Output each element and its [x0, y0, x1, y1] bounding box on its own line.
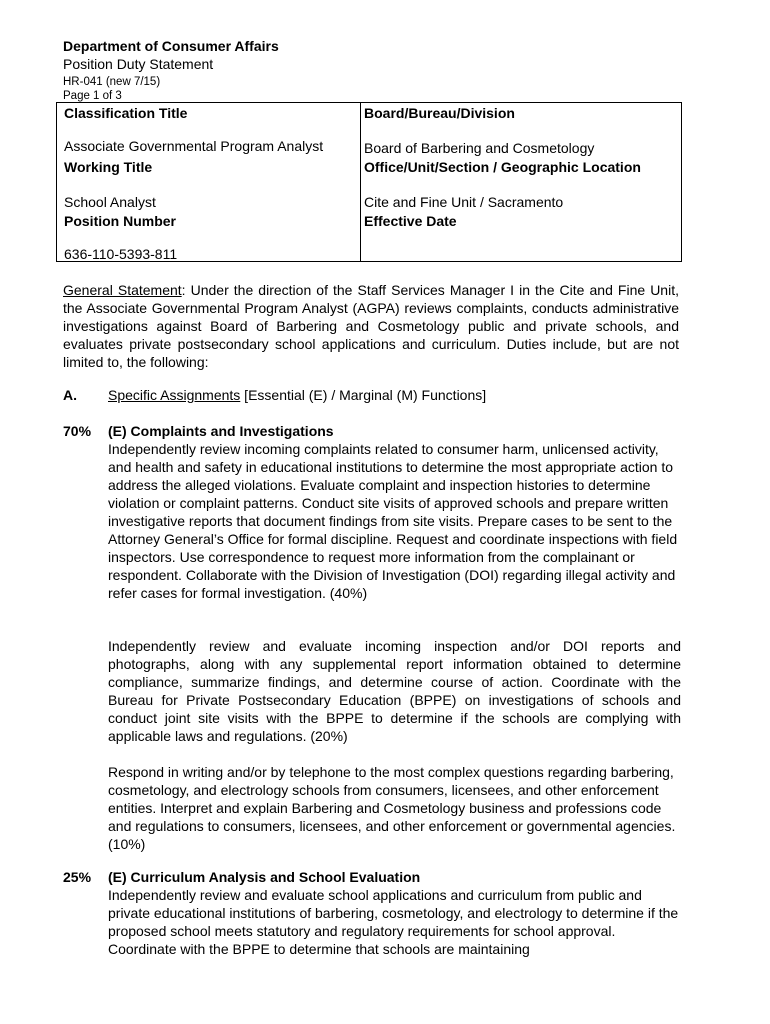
general-statement-label: General Statement	[63, 282, 182, 298]
office-location-value: Cite and Fine Unit / Sacramento	[364, 194, 564, 210]
classification-title-label: Classification Title	[64, 105, 188, 121]
task-title: (E) Complaints and Investigations	[108, 423, 334, 439]
table-column-divider	[360, 103, 361, 261]
position-number-label: Position Number	[64, 213, 177, 229]
document-title: Position Duty Statement	[63, 56, 214, 72]
effective-date-label: Effective Date	[364, 213, 457, 229]
task-percent: 25%	[63, 869, 92, 885]
board-value: Board of Barbering and Cosmetology	[364, 140, 595, 156]
task-paragraph: Independently review and evaluate incoming inspection and/or DOI reports and photographs, along with any supplemental report information obtained to determine compliance, summarize findings, and determine course of action. Coordinate with the Bureau for Private Postsecondary Education (BPPE) on investigations of schools and conduct joint site visits with the BPPE to determine if the schools are complying with applicable laws and regulations. (20%)	[108, 638, 681, 744]
section-letter: A.	[63, 387, 77, 403]
position-info-table	[56, 102, 682, 262]
classification-title-value: Associate Governmental Program Analyst	[64, 138, 324, 154]
section-heading-label: Specific Assignments	[108, 387, 241, 403]
board-label: Board/Bureau/Division	[364, 105, 515, 121]
working-title-label: Working Title	[64, 159, 153, 175]
form-number: HR-041 (new 7/15)	[63, 76, 161, 88]
general-statement	[63, 281, 679, 371]
office-location-label: Office/Unit/Section / Geographic Location	[364, 159, 641, 175]
general-statement-text: : Under the direction of the Staff Services Manager I in the Cite and Fine Unit, the Associate Governmental Program Analyst (AGPA) reviews complaints, conducts administrative investigations against Board of Barbering and Cosmetology public and private schools, and evaluates private postsecondary school applications and curriculum. Duties include, but are not limited to, the following:	[63, 282, 679, 370]
section-heading-rest: [Essential (E) / Marginal (M) Functions]	[240, 387, 487, 403]
task-paragraph: Independently review incoming complaints related to consumer harm, unlicensed activity, and health and safety in educational institutions to determine the most appropriate action to address the alleged violations. Evaluate complaint and inspection histories to determine violation or complaint patterns. Conduct site visits of approved schools and prepare written investigative reports that document findings from site visits. Prepare cases to be sent to the Attorney General’s Office for formal discipline. Request and coordinate inspections with field inspectors. Use correspondence to request more information from the complainant or respondent. Collaborate with the Division of Investigation (DOI) regarding illegal activity and refer cases for formal investigation. (40%)	[108, 441, 678, 601]
working-title-value: School Analyst	[64, 194, 156, 210]
page-indicator: Page 1 of 3	[63, 90, 122, 102]
department-name: Department of Consumer Affairs	[63, 38, 279, 54]
task-percent: 70%	[63, 423, 92, 439]
section-heading	[108, 387, 486, 403]
task-title: (E) Curriculum Analysis and School Evaluation	[108, 869, 421, 885]
task-paragraph: Respond in writing and/or by telephone to the most complex questions regarding barbering, cosmetology, and electrology schools from consumers, licensees, and other enforcement entities. Interpret and explain Barbering and Cosmetology business and professions code and regulations to consumers, licensees, and other enforcement or governmental agencies. (10%)	[108, 764, 676, 852]
position-number-value: 636-110-5393-811	[64, 246, 178, 262]
task-paragraph: Independently review and evaluate school applications and curriculum from public and private educational institutions of barbering, cosmetology, and electrology to determine if the proposed school meets statutory and regulatory requirements for school approval. Coordinate with the BPPE to determine that schools are maintaining	[108, 887, 679, 957]
